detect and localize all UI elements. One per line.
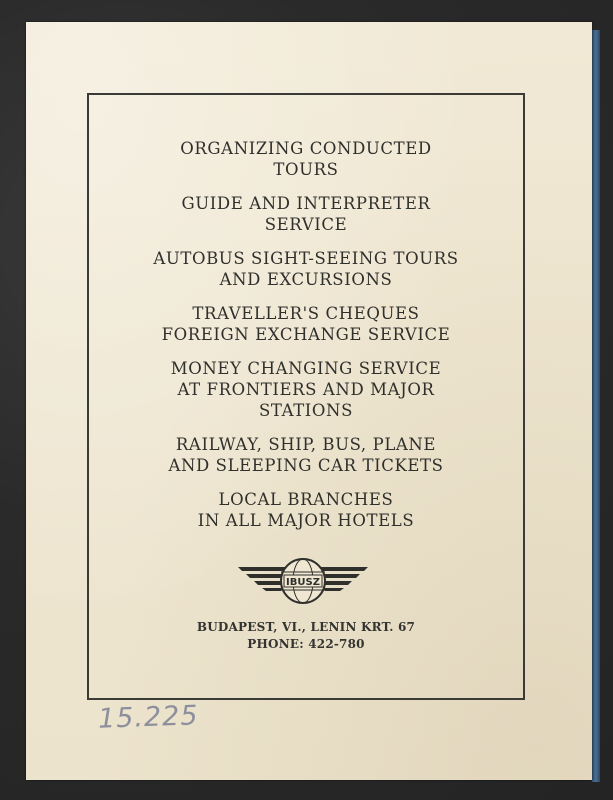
service-line: AND EXCURSIONS [219,270,393,289]
logo-text: IBUSZ [286,577,320,588]
winged-globe-icon [236,555,370,607]
address-line: BUDAPEST, VI., LENIN KRT. 67 [196,620,416,634]
service-item-tickets [89,434,523,476]
service-item-autobus [89,248,523,290]
service-line: RAILWAY, SHIP, BUS, PLANE [175,435,437,454]
service-line: TOURS [273,160,339,179]
service-line: STATIONS [258,401,353,420]
service-line: AT FRONTIERS AND MAJOR [177,380,435,399]
service-line: IN ALL MAJOR HOTELS [197,511,415,530]
service-item-branches [89,489,523,531]
service-line: TRAVELLER'S CHEQUES [192,304,420,323]
service-line: AND SLEEPING CAR TICKETS [168,456,444,475]
service-item-guide [89,193,523,235]
service-line: LOCAL BRANCHES [218,490,394,509]
blue-cover-edge [592,30,600,782]
phone-line: PHONE: 422-780 [247,637,365,651]
service-line: SERVICE [264,215,348,234]
handwritten-catalog-number: 15.225 [97,700,199,735]
service-line: MONEY CHANGING SERVICE [170,359,442,378]
service-item-money-changing [89,358,523,421]
services-list [89,138,523,544]
service-line: AUTOBUS SIGHT-SEEING TOURS [153,249,459,268]
service-line: GUIDE AND INTERPRETER [181,194,431,213]
service-item-tours [89,138,523,180]
address-block [89,619,523,653]
service-line: FOREIGN EXCHANGE SERVICE [161,325,451,344]
service-line: ORGANIZING CONDUCTED [180,139,432,158]
service-item-cheques [89,303,523,345]
